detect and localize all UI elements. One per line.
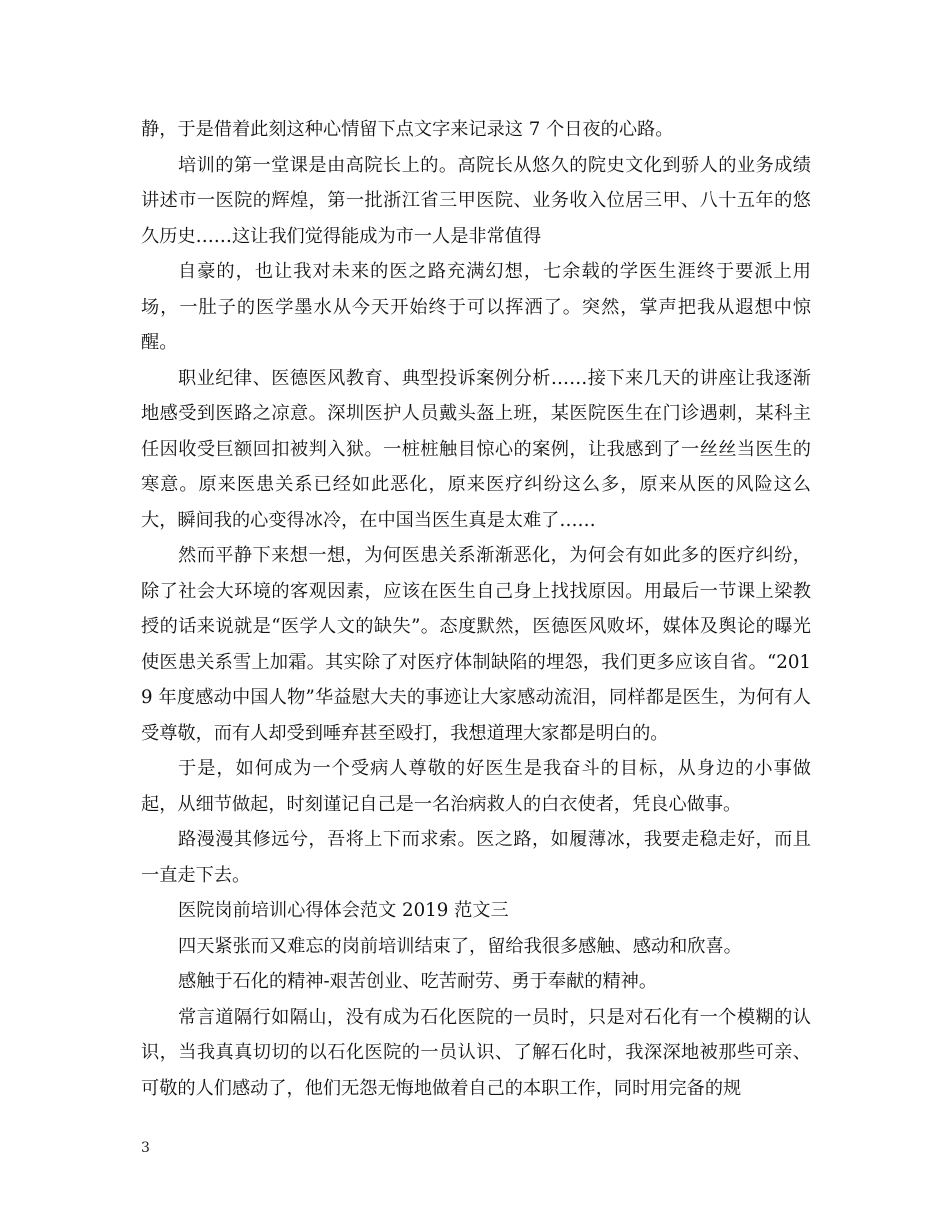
paragraph: 四天紧张而又难忘的岗前培训结束了，留给我很多感触、感动和欣喜。 [178, 935, 742, 957]
page-number: 3 [141, 1140, 150, 1156]
section-heading: 医院岗前培训心得体会范文 2019 范文三 [178, 900, 509, 921]
paragraph: 感触于石化的精神-艰苦创业、吃苦耐劳、勇于奉献的精神。 [178, 971, 658, 992]
paragraph: 然而平静下来想一想，为何医患关系渐渐恶化，为何会有如此多的医疗纠纷，除了社会大环境的客观因素，应该在医生自己身上找找原因。用最后一节课上梁教授的话来说就是“医学人文的缺失”。态度默然，医德医风败坏，媒体及舆论的曝光使医患关系雪上加霜。其实除了对医疗体制缺陷的埋怨，我们更多应该自省。“2019 年度感动中国人物”华益慰大夫的事迹让大家感动流泪，同样都是医生，为何有人受尊敬，而有人却受到唾弃甚至殴打，我想道理大家都是明白的。 [141, 545, 811, 744]
paragraph: 自豪的，也让我对未来的医之路充满幻想，七余载的学医生涯终于要派上用场，一肚子的医学墨水从今天开始终于可以挥洒了。突然，掌声把我从遐想中惊醒。 [141, 261, 811, 353]
paragraph: 常言道隔行如隔山，没有成为石化医院的一员时，只是对石化有一个模糊的认识，当我真真切切的以石化医院的一员认识、了解石化时，我深深地被那些可亲、可敬的人们感动了，他们无怨无悔地做着自己的本职工作，同时用完备的规 [141, 1006, 811, 1099]
body-text [141, 112, 811, 1106]
paragraph: 路漫漫其修远兮，吾将上下而求索。医之路，如履薄冰，我要走稳走好，而且一直走下去。 [141, 829, 811, 886]
paragraph: 培训的第一堂课是由高院长上的。高院长从悠久的院史文化到骄人的业务成绩讲述市一医院的辉煌，第一批浙江省三甲医院、业务收入位居三甲、八十五年的悠久历史……这让我们觉得能成为市一人是非常值得 [141, 154, 811, 247]
paragraph: 职业纪律、医德医风教育、典型投诉案例分析……接下来几天的讲座让我逐渐地感受到医路之凉意。深圳医护人员戴头盔上班，某医院医生在门诊遇刺，某科主任因收受巨额回扣被判入狱。一桩桩触目惊心的案例，让我感到了一丝丝当医生的寒意。原来医患关系已经如此恶化，原来医疗纠纷这么多，原来从医的风险这么大，瞬间我的心变得冰冷，在中国当医生真是太难了…… [141, 367, 811, 531]
paragraph: 于是，如何成为一个受病人尊敬的好医生是我奋斗的目标，从身边的小事做起，从细节做起，时刻谨记自己是一名治病救人的白衣使者，凭良心做事。 [141, 758, 811, 815]
paragraph-continuation: 静，于是借着此刻这种心情留下点文字来记录这 7 个日夜的心路。 [141, 119, 674, 140]
